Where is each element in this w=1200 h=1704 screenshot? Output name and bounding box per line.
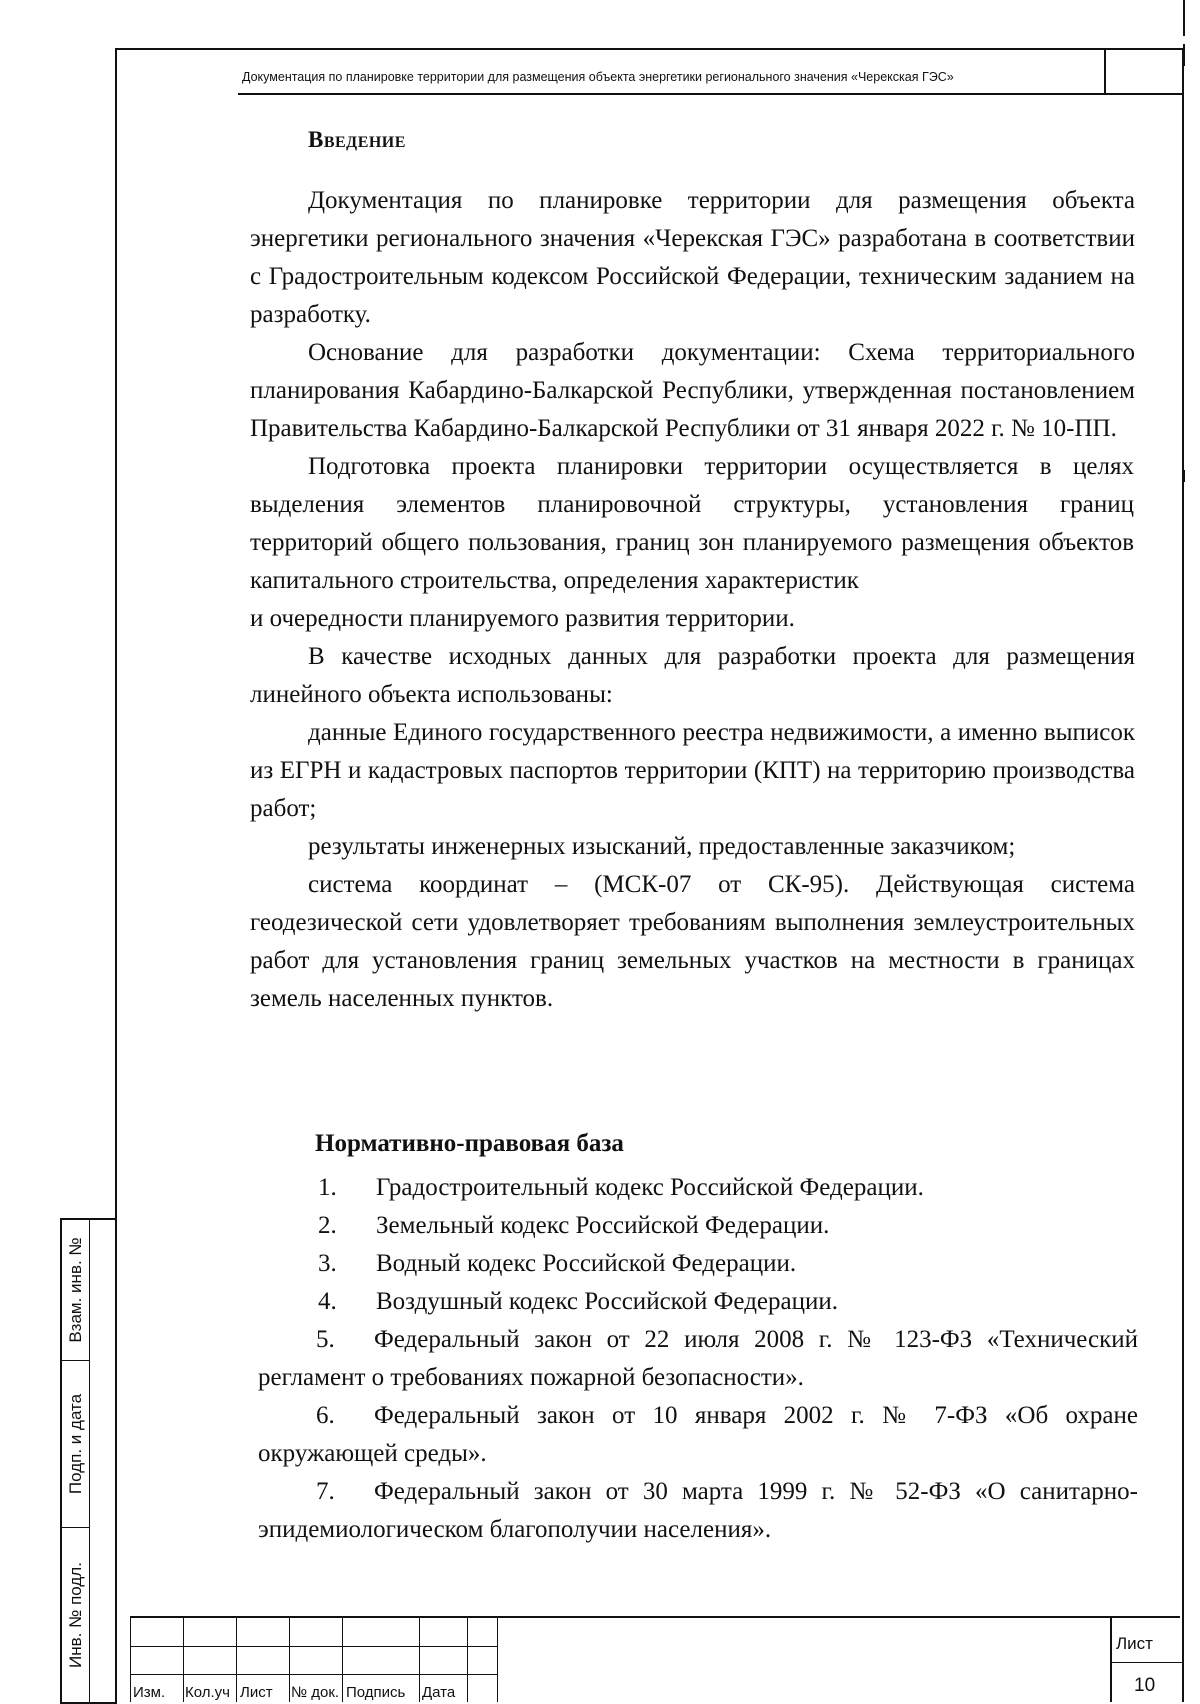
grid-line: [467, 1618, 468, 1702]
scan-mark: [1183, 44, 1185, 66]
grid-line: [236, 1618, 237, 1702]
intro-section: [250, 182, 1135, 1018]
list-item-text: Водный кодекс Российской Федерации.: [376, 1250, 797, 1277]
list-item-number: 5.: [316, 1326, 335, 1353]
sheet-label: Лист: [1116, 1634, 1153, 1653]
scan-mark: [1183, 0, 1185, 36]
grid-line: [289, 1618, 290, 1702]
list-item: [258, 1473, 1138, 1549]
header-underline: [238, 93, 1104, 95]
grid-line: [130, 1646, 497, 1647]
side-stamp-label: Инв. № подл.: [65, 1561, 85, 1668]
list-item-text: Федеральный закон от 30 марта 1999 г. № 52-ФЗ «О санитарно-эпидемиологическом благополучии населения».: [258, 1478, 1138, 1543]
intro-paragraph: данные Единого государственного реестра недвижимости, а именно выписок из ЕГРН и кадастровых паспортов территории (КПТ) на территорию производства работ;: [250, 719, 1135, 822]
intro-heading: Введение: [308, 127, 406, 152]
scan-mark: [1183, 470, 1185, 482]
column-header: Лист: [240, 1684, 273, 1701]
list-item: [258, 1321, 1138, 1397]
list-item: [258, 1169, 1138, 1207]
intro-paragraph: Основание для разработки документации: Схема территориального планирования Кабардино-Балкарской Республики, утвержденная постановлением Правительства Кабардино-Балкарской Республики от 31 января 2022 г. № 10-ПП.: [250, 339, 1135, 442]
sheet-divider: [1112, 1662, 1182, 1663]
legal-list: [258, 1169, 1138, 1549]
grid-line: [342, 1618, 343, 1702]
list-item-text: Земельный кодекс Российской Федерации.: [376, 1212, 830, 1239]
intro-paragraph: результаты инженерных изысканий, предоставленные заказчиком;: [308, 833, 1016, 860]
header-corner-box: [1104, 48, 1182, 95]
grid-line: [183, 1618, 184, 1702]
grid-line: [419, 1618, 420, 1702]
grid-line: [130, 1674, 497, 1675]
list-item: [258, 1245, 1138, 1283]
list-item: [258, 1283, 1138, 1321]
column-header: № док.: [291, 1684, 340, 1701]
title-block-grid: [130, 1618, 497, 1702]
list-item: [258, 1207, 1138, 1245]
list-item-number: 7.: [316, 1478, 335, 1505]
list-item-number: 2.: [318, 1212, 337, 1239]
intro-paragraph: и очередности планируемого развития территории.: [250, 605, 795, 632]
intro-paragraph: В качестве исходных данных для разработки проекта для размещения линейного объекта использованы:: [250, 643, 1135, 708]
column-header: Кол.уч: [185, 1684, 230, 1701]
side-stamp-label: Взам. инв. №: [65, 1237, 85, 1343]
column-header: Подпись: [346, 1684, 406, 1701]
legal-heading: Нормативно-правовая база: [315, 1130, 624, 1157]
column-header: Изм.: [133, 1684, 166, 1701]
intro-paragraph: Подготовка проекта планировки территории осуществляется в целях выделения элементов планировочной структуры, установления границ территорий общего пользования, границ зон планируемого размещения объектов капитального строительства, определения характеристик: [250, 453, 1134, 594]
side-stamp: [60, 1218, 117, 1704]
list-item-text: Федеральный закон от 10 января 2002 г. № 7-ФЗ «Об охране окружающей среды».: [258, 1402, 1138, 1467]
intro-paragraph: система координат – (МСК-07 от СК-95). Действующая система геодезической сети удовлетворяет требованиям выполнения землеустроительных работ для установления границ земельных участков на местности в границах земель населенных пунктов.: [250, 871, 1135, 1012]
title-block: [130, 1616, 1180, 1702]
list-item-text: Федеральный закон от 22 июля 2008 г. № 123-ФЗ «Технический регламент о требованиях пожарной безопасности».: [258, 1326, 1138, 1391]
list-item-number: 1.: [318, 1174, 337, 1201]
list-item-text: Градостроительный кодекс Российской Федерации.: [376, 1174, 924, 1201]
document-header: Документация по планировке территории для размещения объекта энергетики регионального значения «Черекская ГЭС»: [242, 70, 954, 84]
grid-line: [497, 1618, 498, 1702]
list-item-number: 3.: [318, 1250, 337, 1277]
sheet-box: [1110, 1618, 1182, 1702]
column-header: Дата: [422, 1684, 456, 1701]
list-item-text: Воздушный кодекс Российской Федерации.: [376, 1288, 838, 1315]
intro-paragraph: Документация по планировке территории для размещения объекта энергетики регионального значения «Черекская ГЭС» разработана в соответствии с Градостроительным кодексом Российской Федерации, техническим заданием на разработку.: [250, 187, 1135, 328]
side-stamp-label: Подп. и дата: [65, 1393, 85, 1494]
list-item: [258, 1397, 1138, 1473]
list-item-number: 6.: [316, 1402, 335, 1429]
sheet-number: 10: [1134, 1675, 1156, 1696]
list-item-number: 4.: [318, 1288, 337, 1315]
grid-line: [130, 1618, 131, 1702]
side-stamp-divider: [89, 1220, 90, 1702]
